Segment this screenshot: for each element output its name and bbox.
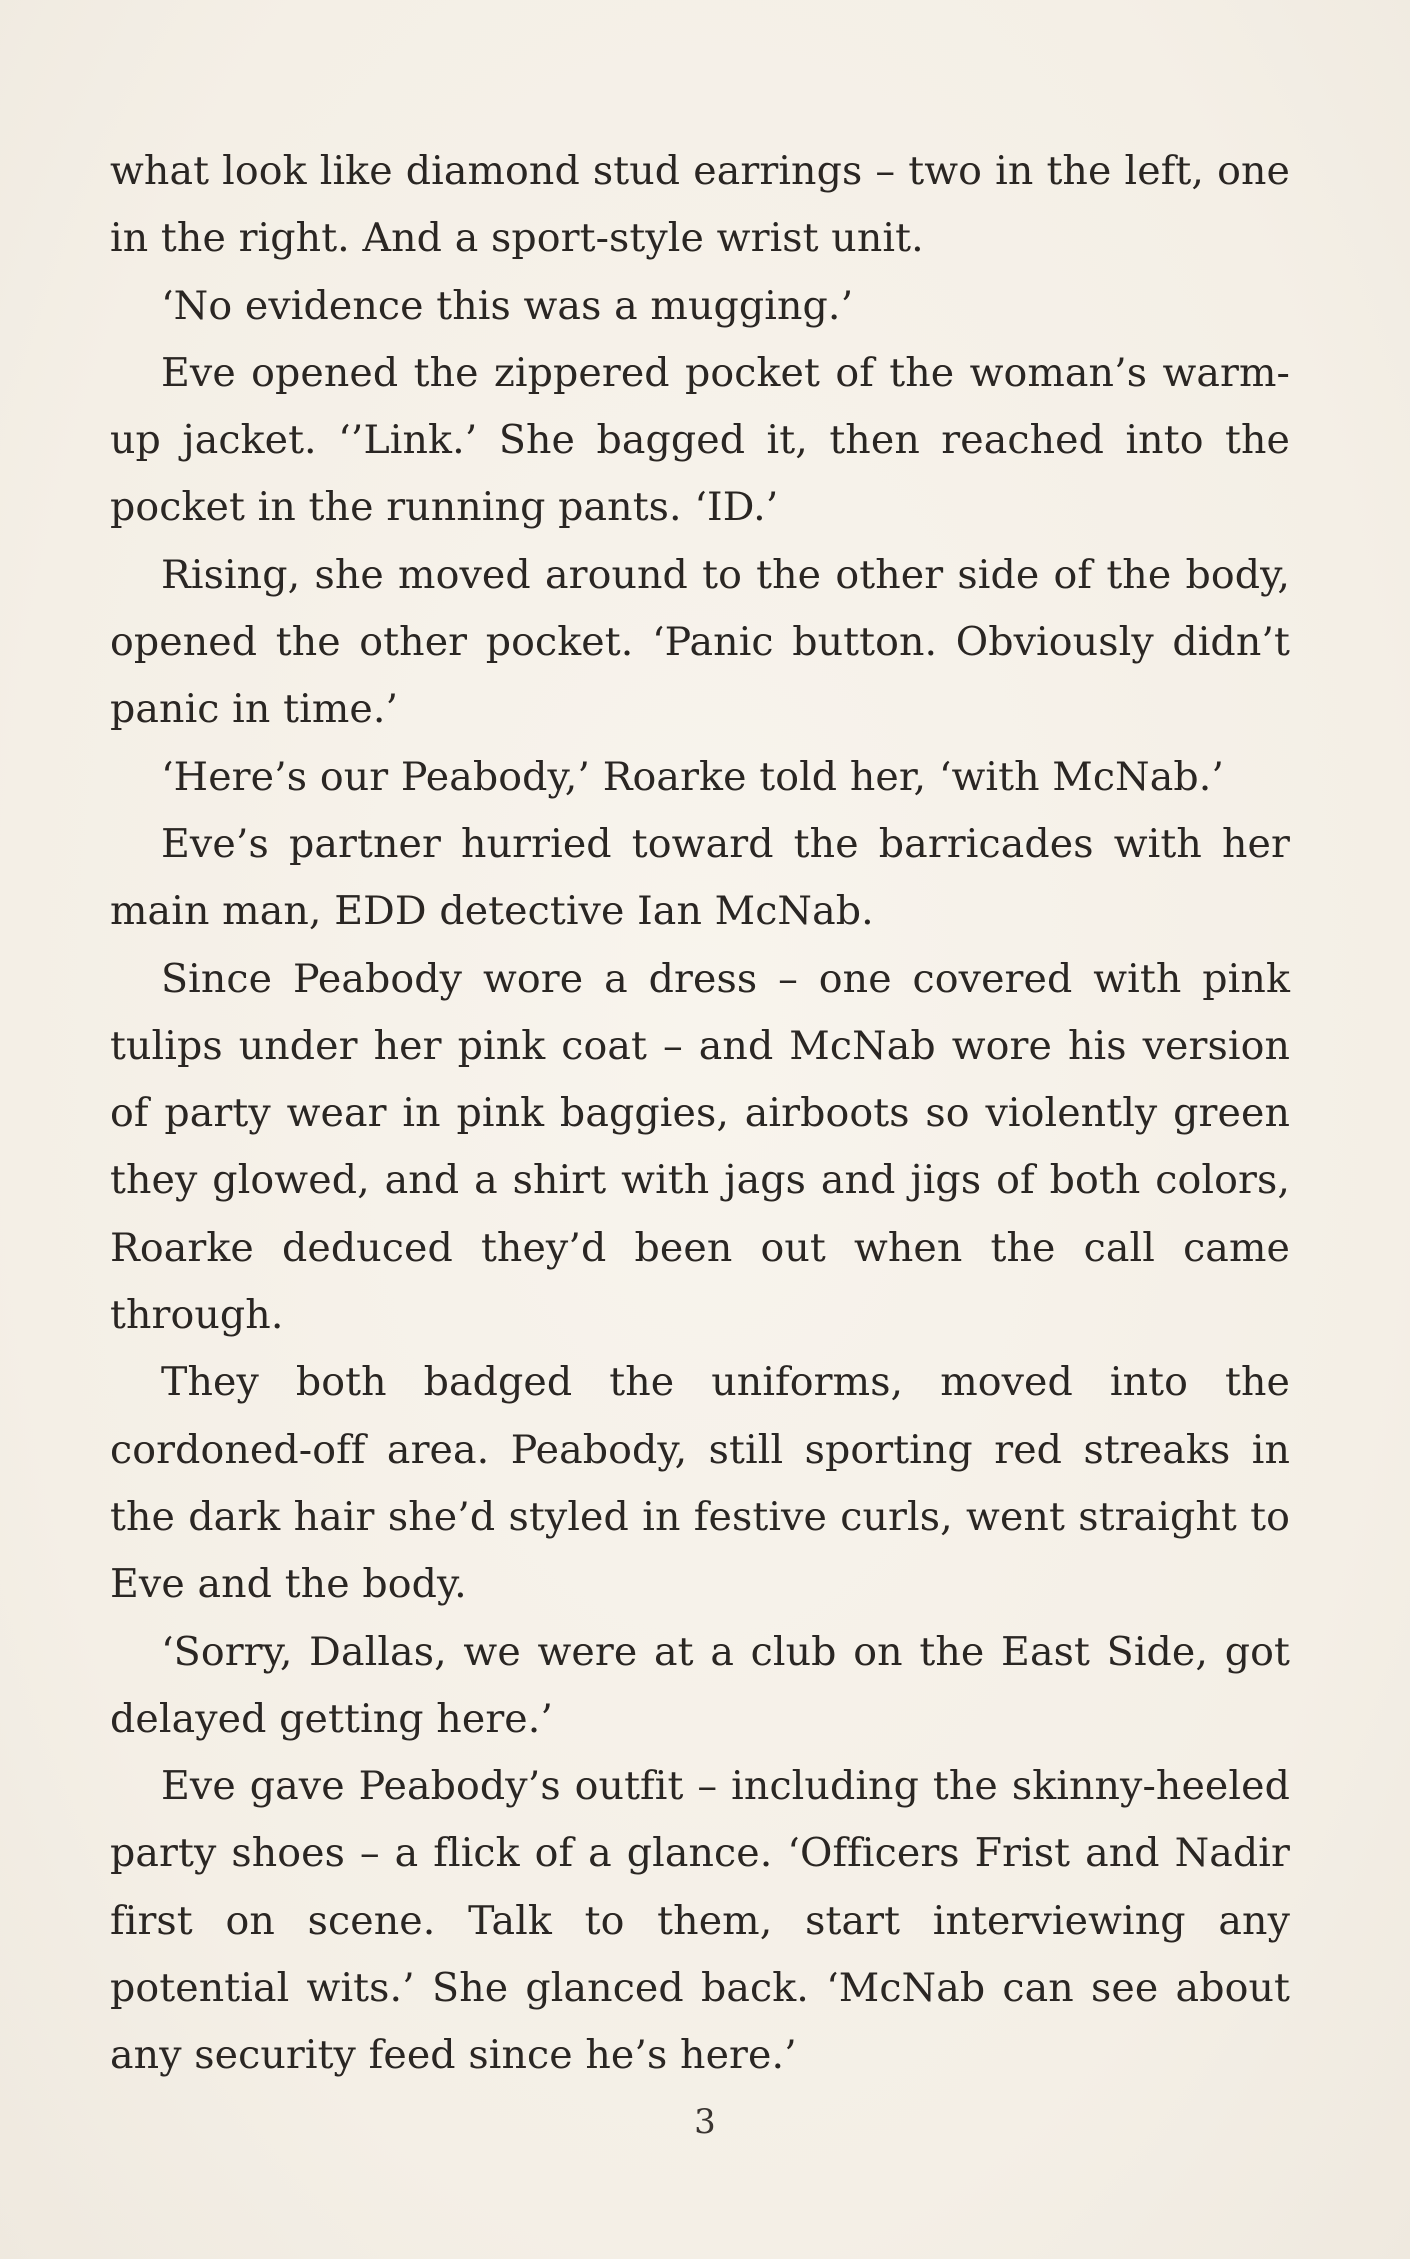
paragraph-6: Eve’s partner hurried toward the barricades with her main man, EDD detective Ian McNab. — [110, 820, 1290, 935]
paragraph-8: They both badged the uniforms, moved into the cordoned-off area. Peabody, still sporting red streaks in the dark hair she’d styled in festive curls, went straight to Eve and the body. — [110, 1359, 1290, 1608]
paragraph-4: Rising, she moved around to the other side of the body, opened the other pocket. ‘Panic button. Obviously didn’t panic in time.’ — [110, 551, 1290, 733]
paragraph-9: ‘Sorry, Dallas, we were at a club on the East Side, got delayed getting here.’ — [110, 1628, 1290, 1742]
paragraph-2: ‘No evidence this was a mugging.’ — [161, 282, 854, 329]
paragraph-1: what look like diamond stud earrings – two in the left, one in the right. And a sport-style wrist unit. — [110, 148, 1290, 262]
paragraph-5: ‘Here’s our Peabody,’ Roarke told her, ‘with McNab.’ — [161, 753, 1225, 800]
paragraph-10: Eve gave Peabody’s outfit – including the skinny-heeled party shoes – a flick of a glance. ‘Officers Frist and Nadir first on scene. Talk to them, start interviewing any potential wits.’ She glanced back. ‘McNab can see about any security feed since he’s here.’ — [110, 1763, 1290, 2079]
body-text — [110, 138, 1290, 2090]
paragraph-3: Eve opened the zippered pocket of the woman’s warm-up jacket. ‘’Link.’ She bagged it, then reached into the pocket in the running pants. ‘ID.’ — [110, 349, 1290, 531]
paragraph-7: Since Peabody wore a dress – one covered with pink tulips under her pink coat – and McNab wore his version of party wear in pink baggies, airboots so violently green they glowed, and a shirt with jags and jigs of both colors, Roarke deduced they’d been out when the call came through. — [110, 955, 1290, 1339]
page-number: 3 — [694, 2102, 716, 2142]
